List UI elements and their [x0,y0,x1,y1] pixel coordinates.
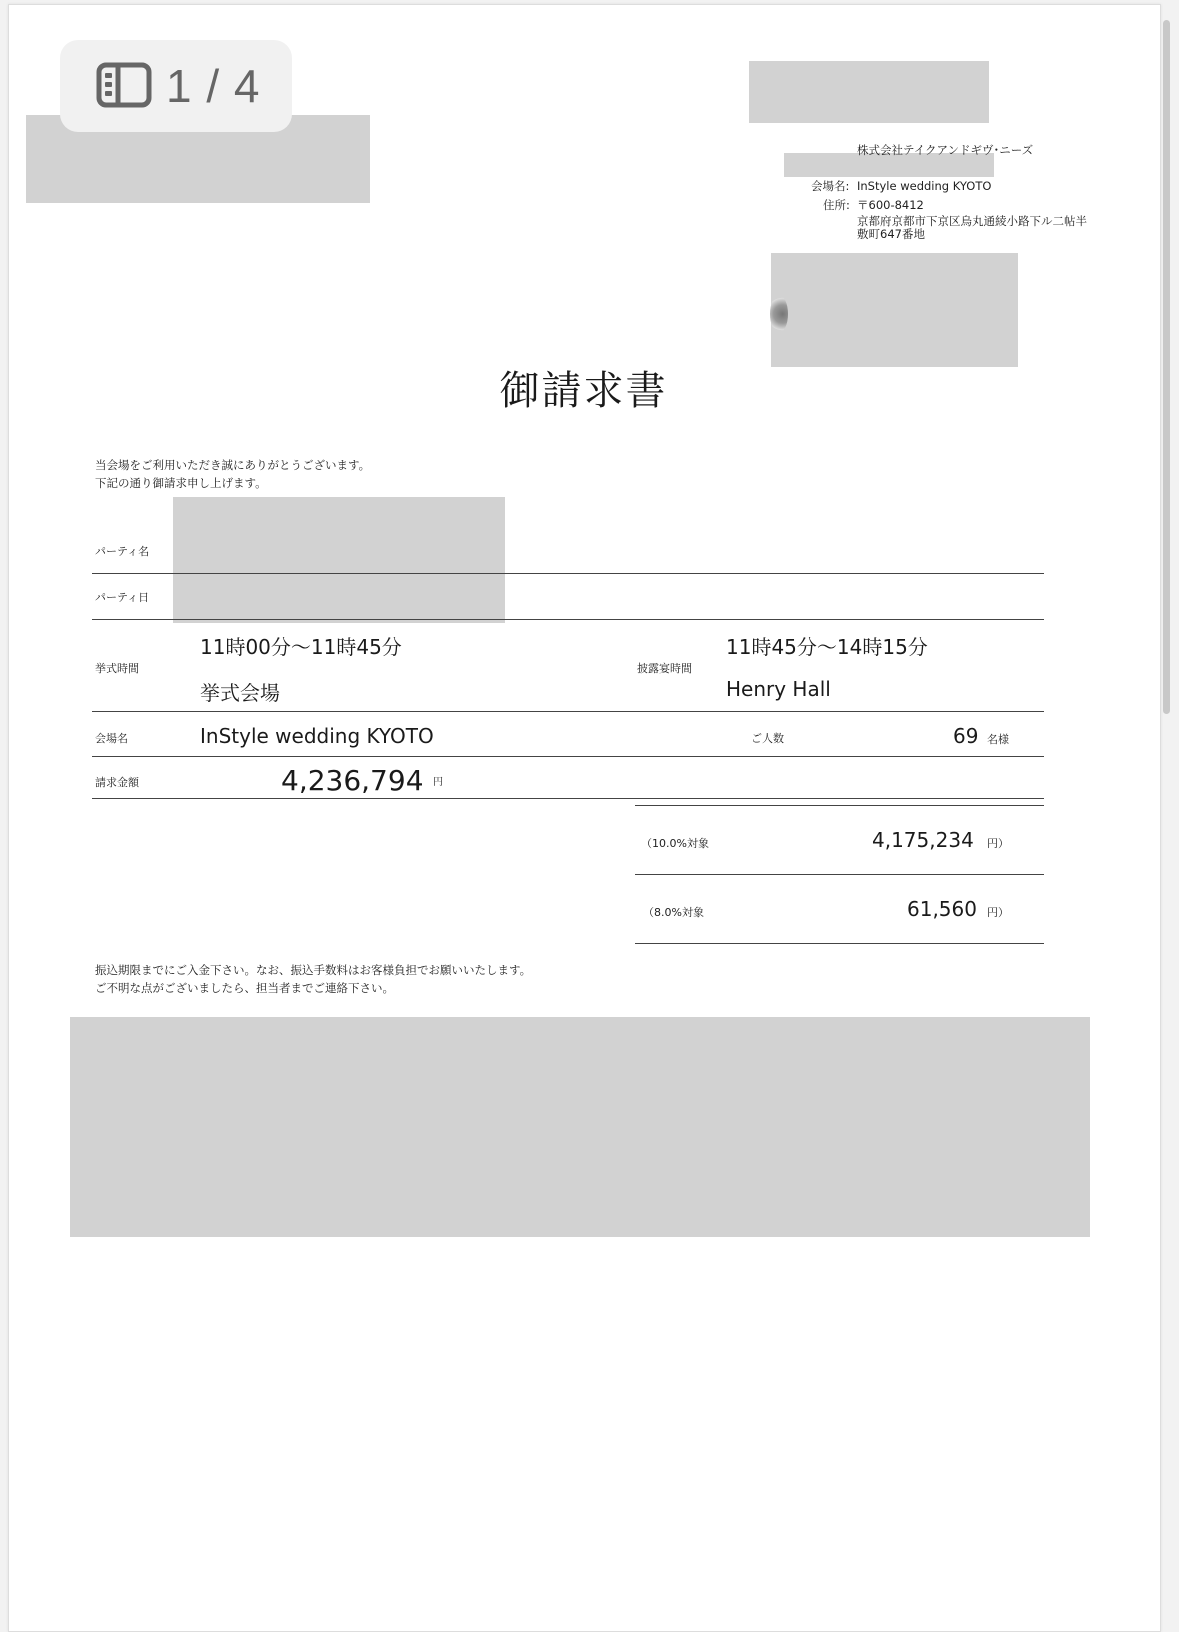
amount-label: 請求金額 [95,776,139,789]
tax8-label: （8.0%対象 [643,906,704,919]
redaction-party-info [173,497,505,623]
greeting-line1: 当会場をご利用いただき誠にありがとうございます。 [95,458,371,472]
note-line2: ご不明な点がございましたら、担当者までご連絡下さい。 [95,981,394,995]
redaction-header-right [749,61,989,123]
page-indicator-text: 1 / 4 [166,60,261,112]
scrollbar-thumb[interactable] [1163,20,1170,714]
reception-time-label: 披露宴時間 [637,662,692,675]
rule-party-name [92,573,1044,574]
greeting-line2: 下記の通り御請求申し上げます。 [95,476,267,490]
reception-venue: Henry Hall [726,677,831,701]
amount-unit: 円 [433,777,443,788]
rule-amount [92,798,1044,799]
ceremony-time-label: 挙式時間 [95,662,139,675]
rule-tax-mid [635,874,1044,875]
issuer-postal: 〒600-8412 [857,198,924,212]
ceremony-time: 11時00分～11時45分 [200,635,402,659]
venue-name: InStyle wedding KYOTO [200,724,434,748]
amount-value: 4,236,794 [281,764,424,797]
party-date-label: パーティ日 [95,591,150,604]
venue-name-label: 会場名 [95,732,128,745]
issuer-venue-label: 会場名: [811,179,850,193]
party-name-label: パーティ名 [95,545,150,558]
tax8-amount: 61,560 [907,897,977,921]
tax10-amount: 4,175,234 [872,828,974,852]
reception-time: 11時45分～14時15分 [726,635,928,659]
rule-times [92,711,1044,712]
tax10-label: （10.0%対象 [641,837,709,850]
guests-count: 69 [953,724,979,748]
rule-party-date [92,619,1044,620]
tax10-unit: 円） [987,837,1009,850]
ceremony-venue: 挙式会場 [200,681,280,705]
issuer-address-label: 住所: [823,198,850,212]
guests-unit: 名様 [987,733,1009,746]
page-indicator[interactable] [60,40,292,132]
issuer-company: 株式会社テイクアンドギヴ･ニーズ [857,143,1034,157]
guests-label: ご人数 [751,732,784,745]
rule-tax-bottom [635,943,1044,944]
issuer-address-line1: 京都府京都市下京区烏丸通綾小路下ル二帖半 [857,214,1087,228]
sidebar-toggle-icon[interactable] [96,62,152,108]
tax8-unit: 円） [987,906,1009,919]
redaction-stamp [771,253,1018,367]
document-title: 御請求書 [499,368,668,414]
stamp-edge [770,295,788,333]
rule-venue [92,756,1044,757]
rule-tax-top [635,805,1044,806]
issuer-address-line2: 敷町647番地 [857,227,925,241]
note-line1: 振込期限までにご入金下さい。なお、振込手数料はお客様負担でお願いいたします。 [95,963,532,977]
redaction-bank-info [70,1017,1090,1237]
document-page [8,4,1161,1632]
issuer-venue-value: InStyle wedding KYOTO [857,179,992,193]
